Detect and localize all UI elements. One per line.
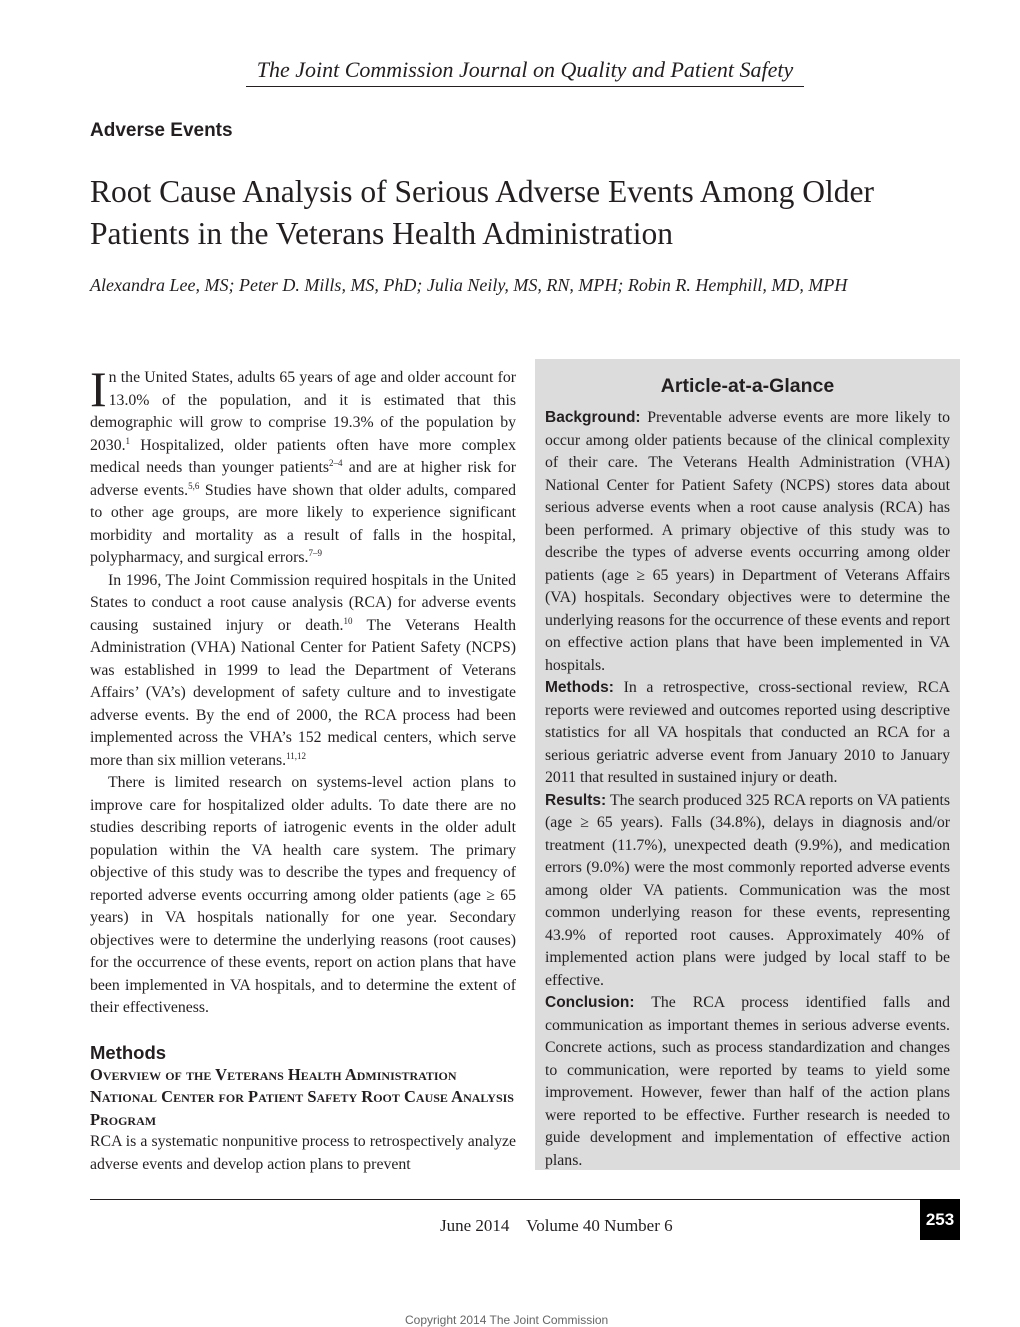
drop-cap: I xyxy=(90,361,107,417)
intro-text-a: n the United States, adults 65 years of age and older account for 13.0% of the population, and it is estimated that this demographic will grow to comprise 19.3% of the population by 2030. xyxy=(90,369,516,454)
methods-label: Methods: xyxy=(545,679,614,696)
intro-text-d: Studies have shown that older adults, compared to other age groups, are more likely to experience significant morbidity and mortality as a result of falls in the hospital, polypharmacy, and surgical errors. xyxy=(90,481,516,566)
citation: 11,12 xyxy=(286,750,307,761)
paragraph-objectives: There is limited research on systems-level action plans to improve care for hospitalized older adults. To date there are no studies describing reports of iatrogenic events in the older adult population within the VA health care system. The primary objective of this study was to describe the types and frequency of reported adverse events occurring among older patients (age ≥ 65 years) in VA hospitals nationally for one year. Secondary objectives were to determine the underlying reasons (root causes) for the occurrence of these events, report on action plans that have been implemented in VA hospitals, and to determine the extent of their effectiveness. xyxy=(90,774,516,1016)
intro-text-c: and are at higher risk for adverse events. xyxy=(90,459,516,499)
citation: 7–9 xyxy=(308,548,322,558)
article-title xyxy=(90,171,970,255)
footer-divider xyxy=(90,1199,960,1200)
background-text: Preventable adverse events are more likely to occur among older patients because of the clinical complexity of their care. The Veterans Health Administration (VHA) National Center for Patient Safety (NCPS) stores data about serious adverse events when a root cause analysis (RCA) has been performed. A primary objective of this study was to describe the types of adverse events occurring among older patients (age ≥ 65 years) in Department of Veterans Affairs (VA) hospitals. Secondary objectives were to determine the underlying reasons for the occurrence of these events and report on effective action plans that have been implemented in VA hospitals. xyxy=(545,409,950,674)
glance-background xyxy=(545,407,950,677)
methods-text: In a retrospective, cross-sectional review, RCA reports were reviewed and outcomes reported using descriptive statistics for all VA hospitals that conducted an RCA for a serious geriatric adverse event from January 2010 to January 2011 that resulted in sustained injury or death. xyxy=(545,679,950,786)
conclusion-text: The RCA process identified falls and communication as important themes in serious adverse events. Concrete actions, such as process standardization and changes to communication, were reported by teams to yield some improvement. However, fewer than half of the action plans were reported to be effective. Further research is needed to guide development and implementation of effective action plans. xyxy=(545,994,950,1169)
methods-heading: Methods xyxy=(90,1041,167,1063)
paragraph-history xyxy=(90,570,516,773)
glance-conclusion xyxy=(545,992,950,1172)
conclusion-label: Conclusion: xyxy=(545,994,635,1011)
section-label: Adverse Events xyxy=(90,120,233,141)
article-at-a-glance-box xyxy=(535,359,960,1170)
issue-info: June 2014 Volume 40 Number 6 xyxy=(440,1216,673,1235)
copyright: Copyright 2014 The Joint Commission xyxy=(405,1313,609,1327)
citation: 1 xyxy=(125,435,131,446)
article-title-line-1: Root Cause Analysis of Serious Adverse Events Among Older xyxy=(90,174,874,209)
background-label: Background: xyxy=(545,409,641,426)
journal-title: The Joint Commission Journal on Quality and Patient Safety xyxy=(246,56,804,87)
citation: 2–4 xyxy=(329,458,343,468)
history-text-b: The Veterans Health Administration (VHA) National Center for Patient Safety (NCPS) was established in 1999 to lead the Department of Veterans Affairs’ (VA’s) development of safety culture and to investigate adverse events. By the end of 2000, the RCA process had been implemented across the VHA’s 152 medical centers, which serve more than six million veterans. xyxy=(90,616,516,769)
citation: 10 xyxy=(343,615,353,626)
article-title-line-2: Patients in the Veterans Health Administration xyxy=(90,216,673,251)
history-text-a: In 1996, The Joint Commission required hospitals in the United States to conduct a root cause analysis (RCA) for adverse events causing sustained injury or death. xyxy=(90,571,516,634)
glance-methods xyxy=(545,677,950,790)
glance-results xyxy=(545,790,950,993)
authors: Alexandra Lee, MS; Peter D. Mills, MS, PhD; Julia Neily, MS, RN, MPH; Robin R. Hemphill, MD, MPH xyxy=(90,275,848,295)
page-number: 253 xyxy=(920,1199,960,1240)
paragraph-methods: RCA is a systematic nonpunitive process to retrospectively analyze adverse events and develop action plans to prevent xyxy=(90,1133,516,1173)
main-column xyxy=(90,361,516,1176)
results-text: The search produced 325 RCA reports on VA patients (age ≥ 65 years). Falls (34.8%), delays in diagnosis and/or treatment (11.7%), unexpected death (9.9%), and medication errors (9.0%) were the most commonly reported adverse events among older VA patients. Communication was the most common underlying reason for these events, representing 43.9% of reported root causes. Approximately 40% of implemented action plans were judged by local staff to be effective. xyxy=(545,791,950,989)
glance-title: Article-at-a-Glance xyxy=(660,375,835,397)
paragraph-intro xyxy=(90,361,516,570)
citation: 5,6 xyxy=(188,480,200,491)
intro-text-b: Hospitalized, older patients often have more complex medical needs than younger patients xyxy=(90,436,516,476)
methods-subheading: Overview of the Veterans Health Administration National Center for Patient Safety Root Cause Analysis Program xyxy=(90,1064,514,1129)
results-label: Results: xyxy=(545,791,607,809)
